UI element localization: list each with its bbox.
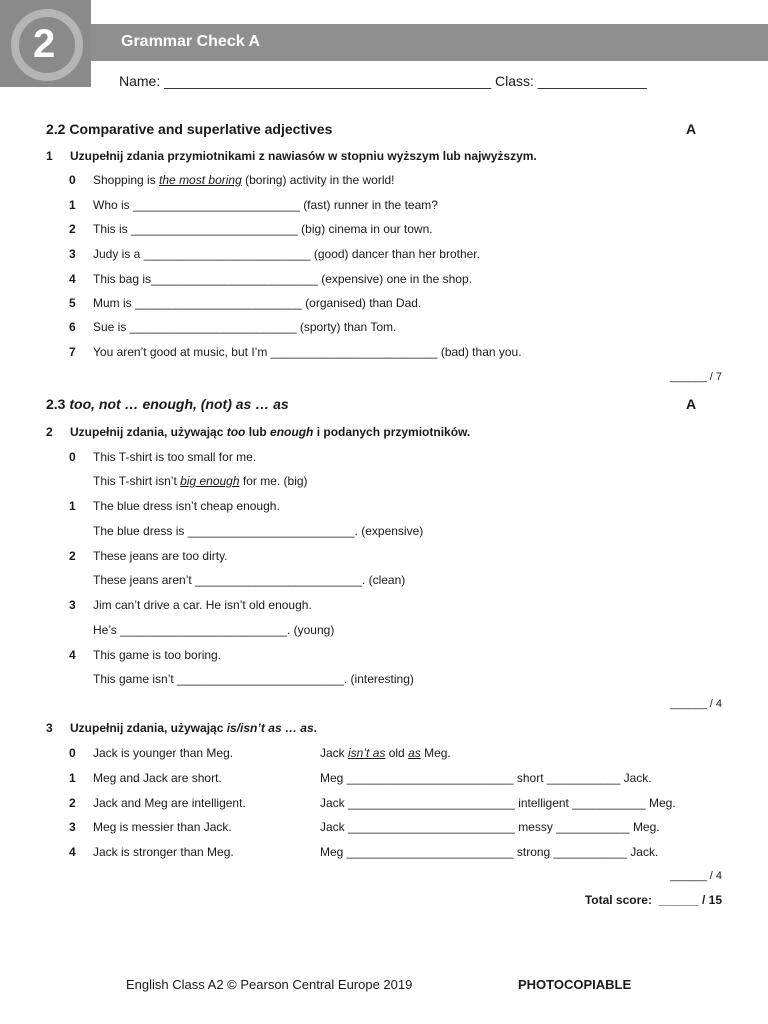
item-text[interactable]: Sue is _________________________ (sporty) than Tom. bbox=[93, 320, 397, 334]
item-text: for me. (big) bbox=[239, 474, 308, 488]
item-number: 7 bbox=[69, 345, 76, 359]
name-class-line[interactable]: Name: __________________________________________ Class: ______________ bbox=[119, 73, 647, 89]
instruction-keyword: is/isn’t as … as bbox=[226, 721, 314, 735]
item-number: 0 bbox=[69, 450, 76, 464]
item-text: Meg and Jack are short. bbox=[93, 771, 222, 785]
item-text[interactable]: You aren’t good at music, but I’m _________________________ (bad) than you. bbox=[93, 345, 522, 359]
list-item[interactable] bbox=[69, 247, 480, 261]
instruction-keyword: enough bbox=[270, 425, 314, 439]
section-topic: too, not … enough, (not) as … as bbox=[69, 396, 289, 412]
list-item bbox=[69, 648, 221, 662]
list-item bbox=[69, 820, 232, 834]
section-number: 2.3 bbox=[46, 396, 70, 412]
score-field[interactable]: ______ / 4 bbox=[670, 870, 722, 882]
item-text: Meg. bbox=[420, 746, 451, 760]
item-text: Jack is younger than Meg. bbox=[93, 746, 234, 760]
section-2-3-letter: A bbox=[686, 396, 697, 412]
instruction-keyword: too bbox=[226, 425, 246, 439]
exercise-1-instruction bbox=[46, 149, 537, 163]
list-item[interactable] bbox=[69, 345, 522, 359]
item-text: This T-shirt is too small for me. bbox=[93, 450, 257, 464]
instruction-text: . bbox=[313, 721, 317, 735]
score-field[interactable]: ______ / 4 bbox=[670, 698, 722, 710]
item-number: 3 bbox=[69, 820, 76, 834]
score-field[interactable]: ______ / 7 bbox=[670, 371, 722, 383]
example-answer: big enough bbox=[180, 474, 240, 488]
item-number: 3 bbox=[69, 247, 76, 261]
title-bar bbox=[91, 24, 768, 61]
item-number: 4 bbox=[69, 845, 76, 859]
item-number: 4 bbox=[69, 272, 76, 286]
item-text[interactable]: Mum is _________________________ (organised) than Dad. bbox=[93, 296, 422, 310]
item-text: old bbox=[385, 746, 409, 760]
list-item[interactable] bbox=[69, 222, 433, 236]
item-text: Jack bbox=[320, 746, 349, 760]
answer-line[interactable]: Jack _________________________ intelligent ___________ Meg. bbox=[320, 796, 676, 810]
item-text: Meg is messier than Jack. bbox=[93, 820, 232, 834]
list-item bbox=[69, 173, 395, 187]
instruction-text: Uzupełnij zdania, używając bbox=[70, 721, 227, 735]
example-answer: as bbox=[408, 746, 421, 760]
item-number: 5 bbox=[69, 296, 76, 310]
item-number: 0 bbox=[69, 173, 76, 187]
answer-line[interactable]: Jack _________________________ messy ___________ Meg. bbox=[320, 820, 660, 834]
item-text: This T-shirt isn’t bbox=[93, 474, 181, 488]
list-item[interactable] bbox=[69, 272, 472, 286]
list-item bbox=[69, 845, 234, 859]
list-item bbox=[69, 499, 280, 513]
item-number: 1 bbox=[69, 771, 76, 785]
total-score[interactable]: Total score: ______ / 15 bbox=[584, 893, 722, 907]
section-2-2-title: 2.2 Comparative and superlative adjectives bbox=[46, 121, 333, 137]
item-text[interactable]: This bag is_________________________ (expensive) one in the shop. bbox=[93, 272, 472, 286]
instruction-text: lub bbox=[245, 425, 271, 439]
answer-line[interactable]: Meg _________________________ short ___________ Jack. bbox=[320, 771, 652, 785]
item-text: The blue dress isn’t cheap enough. bbox=[93, 499, 280, 513]
item-text[interactable]: Judy is a _________________________ (good) dancer than her brother. bbox=[93, 247, 480, 261]
item-number: 6 bbox=[69, 320, 76, 334]
exercise-2-instruction bbox=[46, 425, 470, 439]
item-number: 2 bbox=[69, 222, 76, 236]
answer-line[interactable]: He’s _________________________. (young) bbox=[93, 623, 335, 637]
exercise-number: 1 bbox=[46, 149, 53, 163]
list-item bbox=[69, 796, 246, 810]
footer-photocopiable: PHOTOCOPIABLE bbox=[518, 977, 632, 992]
item-text: (boring) activity in the world! bbox=[241, 173, 395, 187]
item-text: This game is too boring. bbox=[93, 648, 222, 662]
list-item bbox=[69, 746, 233, 760]
example-answer-line bbox=[320, 746, 451, 760]
example-answer: the most boring bbox=[159, 173, 242, 187]
item-text: Jack and Meg are intelligent. bbox=[93, 796, 246, 810]
item-number: 0 bbox=[69, 746, 76, 760]
list-item[interactable] bbox=[69, 296, 421, 310]
list-item bbox=[69, 598, 312, 612]
instruction-text: i podanych przymiotników. bbox=[313, 425, 471, 439]
section-2-2-letter: A bbox=[686, 121, 697, 137]
section-2-3-title bbox=[46, 396, 289, 412]
item-number: 1 bbox=[69, 198, 76, 212]
item-text: Jim can’t drive a car. He isn’t old enough. bbox=[93, 598, 312, 612]
exercise-number: 2 bbox=[46, 425, 53, 439]
answer-line[interactable]: Meg _________________________ strong ___________ Jack. bbox=[320, 845, 659, 859]
list-item bbox=[69, 771, 222, 785]
example-line bbox=[93, 474, 308, 488]
answer-line[interactable]: The blue dress is _________________________. (expensive) bbox=[93, 524, 424, 538]
list-item bbox=[69, 450, 256, 464]
instruction-text: Uzupełnij zdania, używając bbox=[70, 425, 227, 439]
item-number: 4 bbox=[69, 648, 76, 662]
exercise-number: 3 bbox=[46, 721, 53, 735]
item-text[interactable]: Who is _________________________ (fast) runner in the team? bbox=[93, 198, 438, 212]
item-text[interactable]: This is _________________________ (big) cinema in our town. bbox=[93, 222, 433, 236]
list-item[interactable] bbox=[69, 320, 396, 334]
item-text: These jeans are too dirty. bbox=[93, 549, 228, 563]
item-number: 2 bbox=[69, 796, 76, 810]
item-number: 2 bbox=[69, 549, 76, 563]
answer-line[interactable]: This game isn’t _________________________. (interesting) bbox=[93, 672, 414, 686]
item-number: 1 bbox=[69, 499, 76, 513]
example-answer: isn’t as bbox=[348, 746, 386, 760]
unit-number: 2 bbox=[33, 22, 56, 66]
item-number: 3 bbox=[69, 598, 76, 612]
instruction-text: Uzupełnij zdania przymiotnikami z nawiasów w stopniu wyższym lub najwyższym. bbox=[70, 149, 537, 163]
list-item bbox=[69, 549, 228, 563]
exercise-3-instruction bbox=[46, 721, 317, 735]
item-text: Jack is stronger than Meg. bbox=[93, 845, 234, 859]
footer-copyright: English Class A2 © Pearson Central Europe 2019 bbox=[126, 977, 413, 992]
list-item[interactable] bbox=[69, 198, 438, 212]
item-text: Shopping is bbox=[93, 173, 160, 187]
unit-badge bbox=[0, 0, 91, 87]
answer-line[interactable]: These jeans aren’t _________________________. (clean) bbox=[93, 573, 406, 587]
page-title: Grammar Check A bbox=[121, 33, 261, 50]
